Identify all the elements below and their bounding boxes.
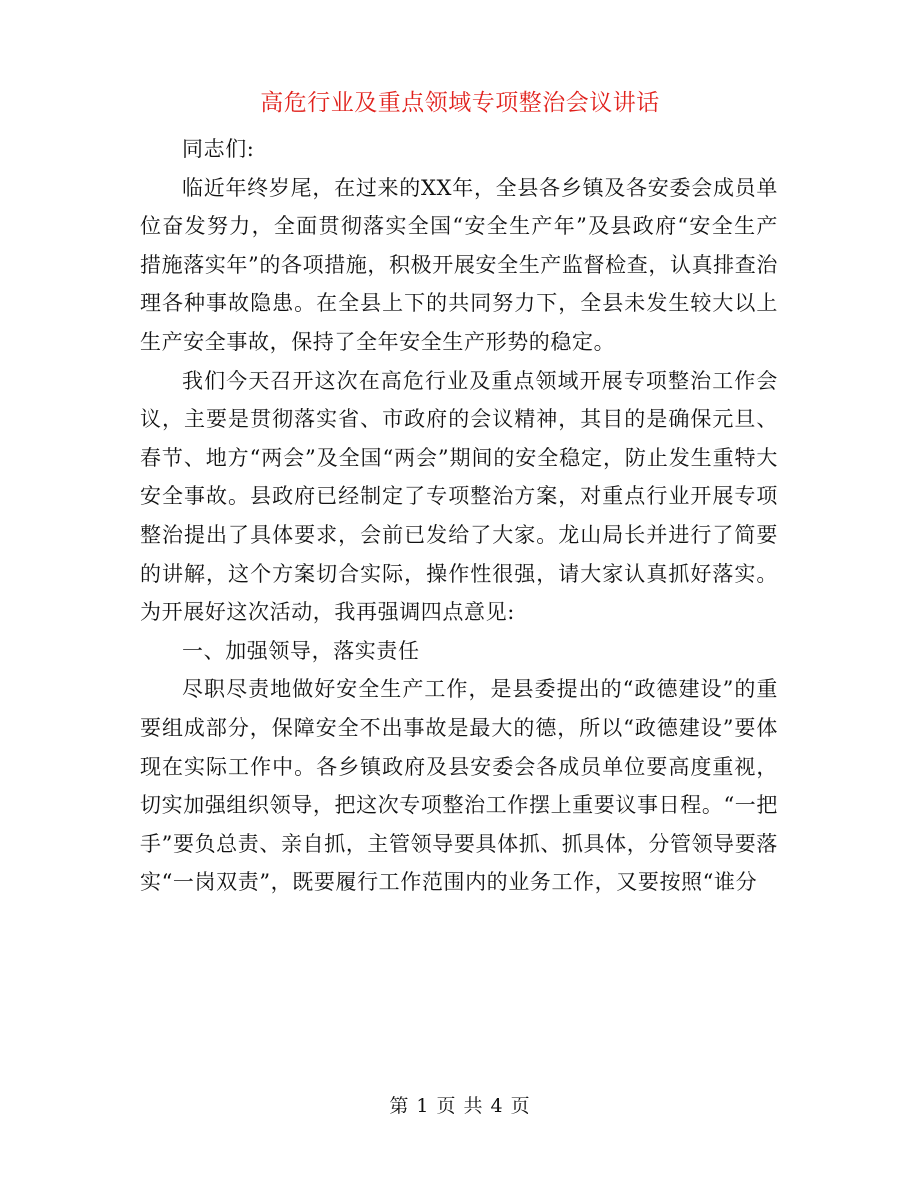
paragraph: 我们今天召开这次在高危行业及重点领域开展专项整治工作会议，主要是贯彻落实省、市政府的会议精神，其目的是确保元旦、春节、地方“两会”及全国“两会”期间的安全稳定，防止发生重特大安全事故。县政府已经制定了专项整治方案，对重点行业开展专项整治提出了具体要求，会前已发给了大家。龙山局长并进行了简要的讲解，这个方案切合实际，操作性很强，请大家认真抓好落实。为开展好这次活动，我再强调四点意见: — [140, 368, 778, 625]
page-number: 第 1 页 共 4 页 — [389, 1095, 531, 1117]
section-heading: 一、加强领导，落实责任 — [182, 638, 420, 663]
paragraph: 临近年终岁尾，在过来的XX年，全县各乡镇及各安委会成员单位奋发努力，全面贯彻落实全国“安全生产年”及县政府“安全生产措施落实年”的各项措施，积极开展安全生产监督检查，认真排查治理各种事故隐患。在全县上下的共同努力下，全县未发生较大以上生产安全事故，保持了全年安全生产形势的稳定。 — [140, 175, 778, 354]
paragraph: 尽职尽责地做好安全生产工作，是县委提出的“政德建设”的重要组成部分，保障安全不出事故是最大的德，所以“政德建设”要体现在实际工作中。各乡镇政府及县安委会各成员单位要高度重视，切实加强组织领导，把这次专项整治工作摆上重要议事日程。“一把手”要负总责、亲自抓，主管领导要具体抓、抓具体，分管领导要落实“一岗双责”，既要履行工作范围内的业务工作，又要按照“谁分 — [140, 677, 778, 895]
document-body — [140, 130, 778, 902]
document-title: 高危行业及重点领域专项整治会议讲话 — [260, 90, 660, 116]
salutation: 同志们: — [182, 137, 255, 161]
